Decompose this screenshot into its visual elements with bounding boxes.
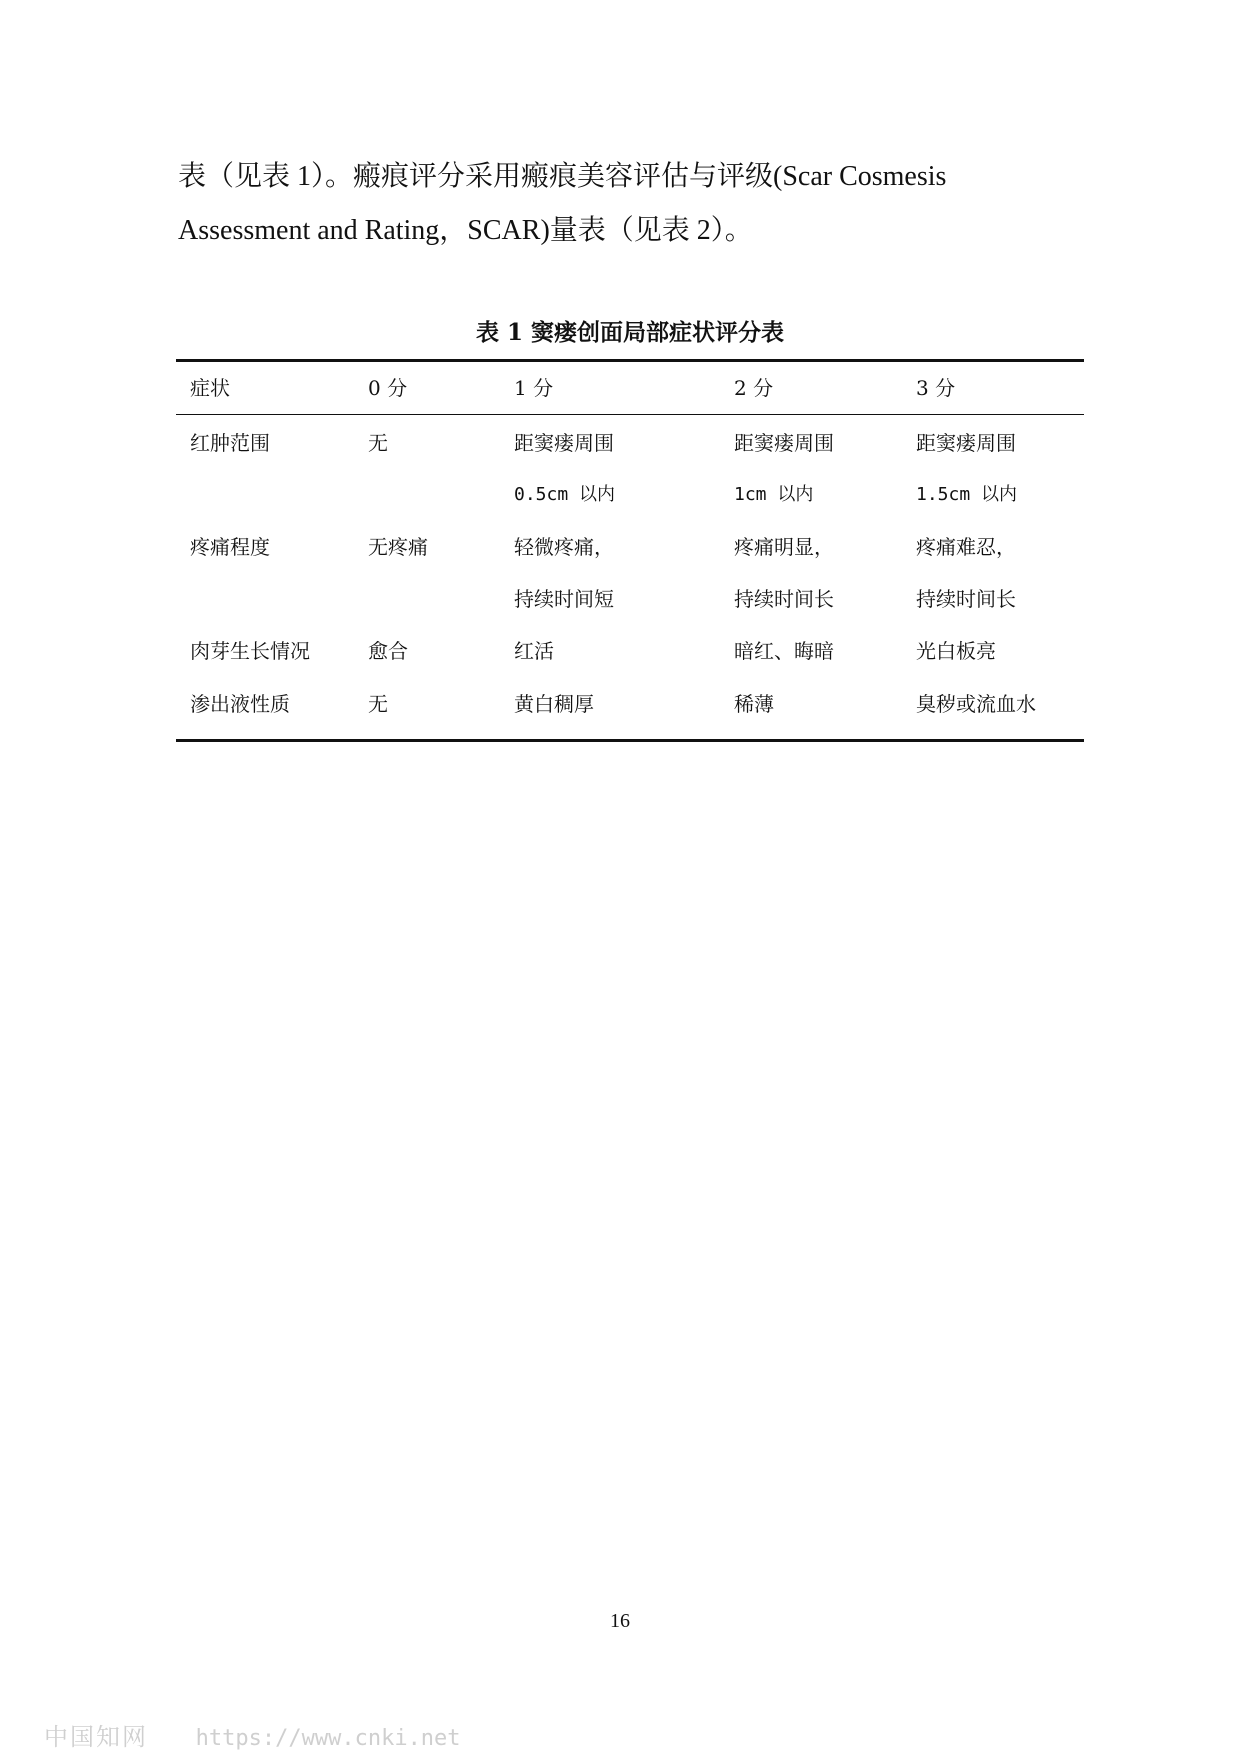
table-cell: 红肿范围 [190, 431, 270, 455]
table-caption: 表 1 窦瘘创面局部症状评分表 [475, 319, 785, 346]
table-cell: 无疼痛 [368, 535, 428, 559]
table-cell: 持续时间短 [514, 587, 614, 611]
watermark-url: https://www.cnki.net [195, 1726, 461, 1751]
table-cell: 无 [368, 431, 388, 455]
table-cell: 黄白稠厚 [514, 692, 594, 716]
table-row [176, 573, 1084, 625]
table-cell: 疼痛明显， [734, 535, 834, 559]
table-cell: 持续时间长 [734, 587, 834, 611]
table-row [176, 415, 1084, 470]
table-cell: 0.5cm 以内 [514, 484, 616, 505]
table-row [176, 625, 1084, 677]
page-number: 16 [610, 1610, 630, 1632]
table-cell: 1cm 以内 [734, 484, 814, 505]
table-cell: 疼痛程度 [190, 535, 270, 559]
paragraph-line-2: Assessment and Rating，SCAR)量表（见表 2）。 [178, 215, 753, 246]
header-symptom: 症状 [176, 361, 354, 415]
table-cell: 渗出液性质 [190, 692, 290, 716]
table-cell: 愈合 [368, 639, 408, 663]
table-cell: 1.5cm 以内 [916, 484, 1018, 505]
table-cell: 无 [368, 692, 388, 716]
cnki-watermark [44, 1717, 461, 1752]
symptom-score-table [176, 359, 1084, 742]
table-cell: 距窦瘘周围 [734, 431, 834, 455]
table-cell: 红活 [514, 639, 554, 663]
table-cell: 持续时间长 [916, 587, 1016, 611]
table-cell: 距窦瘘周围 [514, 431, 614, 455]
table-cell: 肉芽生长情况 [190, 639, 310, 663]
paragraph-line-1: 表（见表 1）。瘢痕评分采用瘢痕美容评估与评级(Scar Cosmesis [178, 161, 947, 192]
table-cell [176, 469, 354, 521]
table-cell: 光白板亮 [916, 639, 996, 663]
header-score-3: 3 分 [902, 361, 1084, 415]
table-cell: 稀薄 [734, 692, 774, 716]
table-cell: 轻微疼痛， [514, 535, 614, 559]
table-cell: 臭秽或流血水 [916, 692, 1036, 716]
table-row [176, 521, 1084, 573]
header-score-1: 1 分 [500, 361, 720, 415]
watermark-brand: 中国知网 [44, 1723, 148, 1751]
table-cell: 疼痛难忍， [916, 535, 1016, 559]
table-row [176, 469, 1084, 521]
header-score-2: 2 分 [720, 361, 902, 415]
table-header-row [176, 361, 1084, 415]
body-paragraph [178, 150, 1078, 258]
table-cell [354, 469, 500, 521]
table-cell: 距窦瘘周围 [916, 431, 1016, 455]
table-cell [176, 573, 354, 625]
table-row [176, 677, 1084, 741]
header-score-0: 0 分 [354, 361, 500, 415]
table-cell [354, 573, 500, 625]
table-cell: 暗红、晦暗 [734, 639, 834, 663]
